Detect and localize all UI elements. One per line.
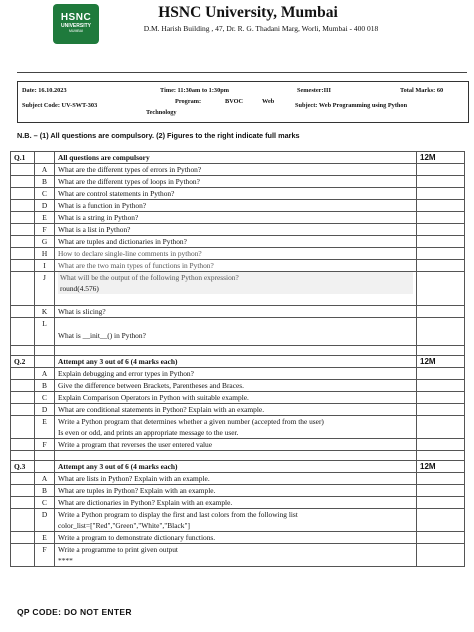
table-row: B Give the difference between Brackets, Parentheses and Braces.: [11, 380, 465, 392]
question-number: Q.1: [11, 152, 35, 164]
exam-time: Time: 11:30am to 1:30pm: [160, 87, 229, 94]
spacer-row: [11, 451, 465, 461]
university-address: D.M. Harish Building , 47, Dr. R. G. Thadani Marg, Worli, Mumbai - 400 018: [143, 24, 379, 33]
table-row: B What are tuples in Python? Explain with an example.: [11, 485, 465, 497]
table-row: F What is a list in Python?: [11, 224, 465, 236]
exam-semester: Semester:III: [297, 87, 331, 94]
code-expression: round(4.576): [58, 283, 413, 294]
table-row: C What are dictionaries in Python? Explain with an example.: [11, 497, 465, 509]
question-2-header: [11, 356, 465, 368]
program-web: Web: [262, 98, 275, 105]
university-title: HSNC University, Mumbai: [158, 4, 338, 21]
table-row: A What are the different types of errors in Python?: [11, 164, 465, 176]
table-row: H How to declare single-line comments in python?: [11, 248, 465, 260]
question-text: What will be the output of the following Python expression?: [58, 272, 413, 283]
subject-name: Subject: Web Programming using Python: [295, 102, 408, 109]
table-row: C What are control statements in Python?: [11, 188, 465, 200]
question-marks: 12M: [417, 356, 465, 368]
table-row: A Explain debugging and error types in Python?: [11, 368, 465, 380]
table-row: D Write a Python program to display the first and last colors from the following list color_list=["Red","Green","White","Black"]: [11, 509, 465, 532]
table-row: F Write a programme to print given output ****: [11, 544, 465, 567]
table-row: C Explain Comparison Operators in Python with suitable example.: [11, 392, 465, 404]
table-row: B What are the different types of loops in Python?: [11, 176, 465, 188]
subject-code: Subject Code: UV-SWT-303: [22, 102, 98, 109]
exam-info-box: [17, 81, 469, 123]
question-number: Q.2: [11, 356, 35, 368]
question-1-header: [11, 152, 465, 164]
program-label: Program:: [175, 98, 202, 105]
question-table: [10, 151, 465, 567]
table-row: F Write a program that reverses the user entered value: [11, 439, 465, 451]
table-row: I What are the two main types of functions in Python?: [11, 260, 465, 272]
instructions-note: N.B. – (1) All questions are compulsory. (2) Figures to the right indicate full marks: [17, 131, 300, 140]
question-heading: All questions are compulsory: [55, 152, 417, 164]
table-row: K What is slicing?: [11, 306, 465, 318]
table-row: J What will be the output of the following Python expression? round(4.576): [11, 272, 465, 306]
table-row: A What are lists in Python? Explain with an example.: [11, 473, 465, 485]
exam-date: Date: 16.10.2023: [22, 87, 67, 94]
table-row: D What is a function in Python?: [11, 200, 465, 212]
question-heading: Attempt any 3 out of 6 (4 marks each): [55, 356, 417, 368]
question-heading: Attempt any 3 out of 6 (4 marks each): [55, 461, 417, 473]
question-marks: 12M: [417, 461, 465, 473]
qp-code-footer: QP CODE: DO NOT ENTER: [17, 607, 132, 617]
program-technology: Technology: [146, 109, 177, 116]
question-marks: 12M: [417, 152, 465, 164]
table-row: G What are tuples and dictionaries in Python?: [11, 236, 465, 248]
table-row: D What are conditional statements in Python? Explain with an example.: [11, 404, 465, 416]
spacer-row: [11, 346, 465, 356]
program-value: BVOC: [225, 98, 244, 105]
exam-total-marks: Total Marks: 60: [400, 87, 444, 94]
question-3-header: [11, 461, 465, 473]
table-row: L What is __init__() in Python?: [11, 318, 465, 346]
question-number: Q.3: [11, 461, 35, 473]
table-row: E What is a string in Python?: [11, 212, 465, 224]
table-row: E Write a program to demonstrate dictionary functions.: [11, 532, 465, 544]
table-row: E Write a Python program that determines whether a given number (accepted from the user) Is even or odd, and prints an appropriate message to the user.: [11, 416, 465, 439]
header-divider: [17, 72, 467, 73]
university-logo: HSNC UNIVERSITY MUMBAI: [53, 4, 99, 44]
